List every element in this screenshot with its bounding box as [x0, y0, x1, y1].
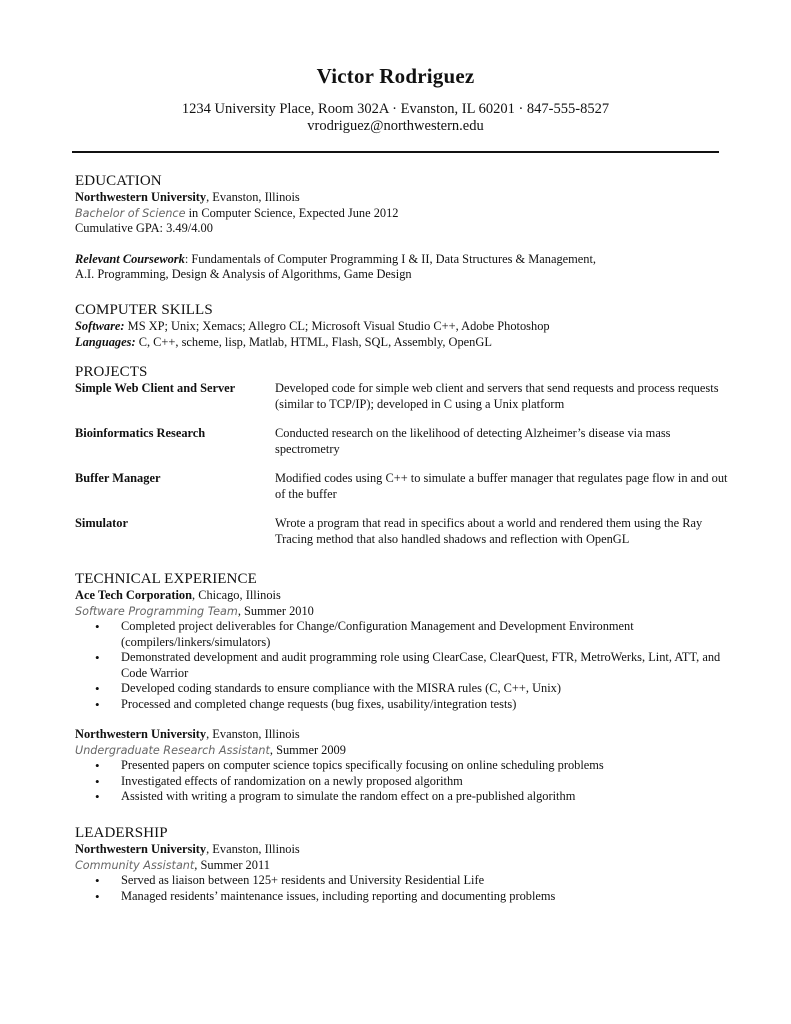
- job-role: [75, 604, 735, 620]
- project-description: Modified codes using C++ to simulate a buffer manager that regulates page flow in and out of the buffer: [275, 471, 728, 501]
- bullet-item: • Investigated effects of randomization on a newly proposed algorithm: [95, 774, 735, 790]
- header-divider: [72, 151, 719, 153]
- bullet-item: • Managed residents’ maintenance issues, including reporting and documenting problems: [95, 889, 735, 905]
- role-title: Undergraduate Research Assistant: [75, 743, 270, 757]
- section-title: EDUCATION: [75, 173, 162, 189]
- education-school: [75, 190, 735, 206]
- bullet-item: • Demonstrated development and audit programming role using ClearCase, ClearQuest, FTR, MetroWerks, Lint, ATT, and Code Warrior: [95, 650, 735, 681]
- contact-info: [0, 101, 791, 135]
- gpa: Cumulative GPA: 3.49/4.00: [75, 221, 213, 235]
- section-title: PROJECTS: [75, 364, 148, 380]
- school-name: Northwestern University: [75, 190, 207, 204]
- section-title: COMPUTER SKILLS: [75, 302, 213, 318]
- org-name: Ace Tech Corporation: [75, 588, 193, 602]
- education-section: [75, 173, 735, 283]
- languages-list: C, C++, scheme, lisp, Matlab, HTML, Flash, SQL, Assembly, OpenGL: [135, 334, 492, 349]
- org-location: , Evanston, Illinois: [206, 842, 300, 856]
- role-period: , Summer 2010: [237, 603, 314, 618]
- leadership-bullets: [75, 873, 735, 904]
- education-degree: [75, 206, 735, 222]
- project-item: [75, 381, 735, 412]
- project-name: Simple Web Client and Server: [75, 381, 236, 395]
- degree-detail: in Computer Science, Expected June 2012: [185, 205, 399, 220]
- bullet-item: • Developed coding standards to ensure compliance with the MISRA rules (C, C++, Unix): [95, 681, 735, 697]
- experience-section: [75, 571, 735, 805]
- bullet-item: • Processed and completed change requests (bug fixes, usability/integration tests): [95, 697, 735, 713]
- bullet-item: • Assisted with writing a program to simulate the random effect on a pre-published algorithm: [95, 789, 735, 805]
- project-name: Bioinformatics Research: [75, 426, 206, 440]
- bullet-item: • Completed project deliverables for Change/Configuration Management and Development Environment (compilers/linkers/simulators): [95, 619, 735, 650]
- org-name: Northwestern University: [75, 842, 207, 856]
- address-line: 1234 University Place, Room 302A · Evanston, IL 60201 · 847-555-8527: [181, 101, 610, 117]
- project-name: Simulator: [75, 516, 129, 530]
- email: vrodriguez@northwestern.edu: [307, 118, 484, 134]
- software-skills: [75, 319, 735, 335]
- leadership-section: [75, 825, 735, 904]
- projects-section: [75, 364, 735, 561]
- degree-name: Bachelor of Science: [75, 206, 186, 220]
- role-period: , Summer 2009: [269, 742, 346, 757]
- job-role: [75, 743, 735, 759]
- project-description: Wrote a program that read in specifics about a world and rendered them using the Ray Tracing method that also handled shadows and reflection with OpenGL: [275, 516, 703, 546]
- language-skills: [75, 335, 735, 351]
- coursework-line-1: : Fundamentals of Computer Programming I & II, Data Structures & Management,: [184, 251, 597, 266]
- leadership-org: [75, 842, 735, 858]
- bullet-item: • Presented papers on computer science topics specifically focusing on online scheduling problems: [95, 758, 735, 774]
- section-title: LEADERSHIP: [75, 825, 168, 841]
- project-item: [75, 471, 735, 502]
- bullet-item: • Served as liaison between 125+ residents and University Residential Life: [95, 873, 735, 889]
- coursework: [75, 252, 735, 268]
- coursework-line-2: A.I. Programming, Design & Analysis of Algorithms, Game Design: [75, 267, 412, 281]
- org-location: , Chicago, Illinois: [192, 588, 281, 602]
- candidate-name: Victor Rodriguez: [316, 64, 475, 88]
- job-bullets: [75, 758, 735, 805]
- software-list: MS XP; Unix; Xemacs; Allegro CL; Microsoft Visual Studio C++, Adobe Photoshop: [124, 319, 550, 333]
- project-description: Conducted research on the likelihood of detecting Alzheimer’s disease via mass spectrometry: [275, 426, 671, 456]
- project-description: Developed code for simple web client and servers that send requests and process requests (similar to TCP/IP); developed in C using a Unix platform: [275, 381, 719, 411]
- software-label: Software:: [75, 319, 125, 333]
- job-org: [75, 588, 735, 604]
- job-bullets: [75, 619, 735, 712]
- job-org: [75, 727, 735, 743]
- org-name: Northwestern University: [75, 727, 207, 741]
- project-item: [75, 516, 735, 547]
- role-title: Software Programming Team: [75, 604, 238, 618]
- languages-label: Languages:: [75, 334, 136, 349]
- role-period: , Summer 2011: [194, 857, 270, 872]
- section-title: TECHNICAL EXPERIENCE: [75, 571, 257, 587]
- role-title: Community Assistant: [75, 858, 195, 872]
- skills-section: [75, 302, 735, 350]
- project-item: [75, 426, 735, 457]
- coursework-label: Relevant Coursework: [75, 251, 185, 266]
- leadership-role: [75, 858, 735, 874]
- project-name: Buffer Manager: [75, 471, 161, 485]
- org-location: , Evanston, Illinois: [206, 727, 300, 741]
- school-location: , Evanston, Illinois: [206, 190, 300, 204]
